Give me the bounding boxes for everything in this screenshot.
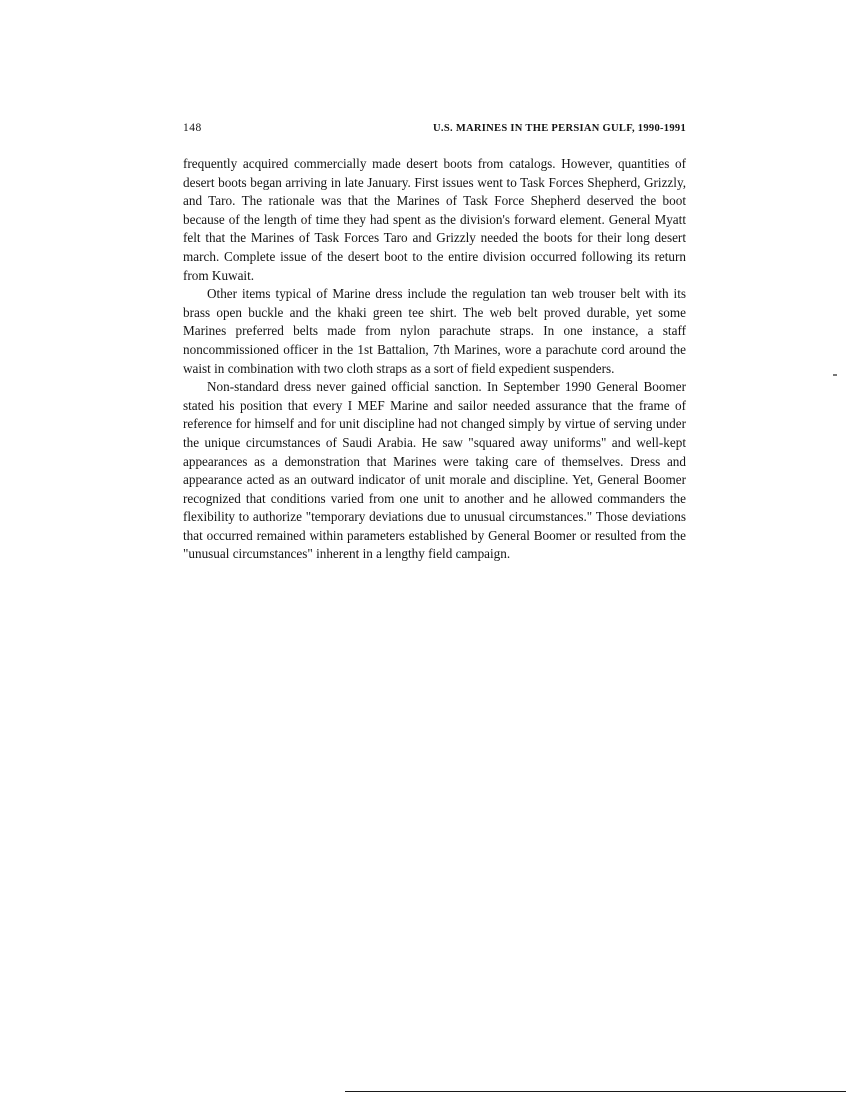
body-text [183, 155, 686, 564]
body-paragraph: Other items typical of Marine dress include the regulation tan web trouser belt with its brass open buckle and the khaki green tee shirt. The web belt proved durable, yet some Marines preferred belts made from nylon parachute straps. In one instance, a staff noncommissioned officer in the 1st Battalion, 7th Marines, wore a parachute cord around the waist in combination with two cloth straps as a sort of field expedient suspenders. [183, 286, 686, 376]
page-header [183, 122, 686, 134]
body-paragraph: Non-standard dress never gained official sanction. In September 1990 General Boomer stated his position that every I MEF Marine and sailor needed assurance that the frame of reference for himself and for unit discipline had not changed simply by virtue of serving under the unique circumstances of Saudi Arabia. He saw "squared away uniforms" and well-kept appearances as a demonstration that Marines were taking care of themselves. Dress and appearance acted as an outward indicator of unit morale and discipline. Yet, General Boomer recognized that conditions varied from one unit to another and he allowed commanders the flexibility to authorize "temporary deviations due to unusual circumstances." Those deviations that occurred remained within parameters established by General Boomer or resulted from the "unusual circumstances" inherent in a lengthy field campaign. [183, 379, 686, 562]
body-paragraph: frequently acquired commercially made desert boots from catalogs. However, quantities of desert boots began arriving in late January. First issues went to Task Forces Shepherd, Grizzly, and Taro. The rationale was that the Marines of Task Force Shepherd deserved the boot because of the length of time they had spent as the division's forward element. General Myatt felt that the Marines of Task Forces Taro and Grizzly needed the boots for their long desert march. Complete issue of the desert boot to the entire division occurred following its return from Kuwait. [183, 156, 686, 283]
running-header: U.S. MARINES IN THE PERSIAN GULF, 1990-1991 [433, 123, 686, 134]
bottom-rule [345, 1091, 846, 1092]
page-number: 148 [183, 122, 202, 134]
scan-artifact-mark [833, 374, 837, 376]
